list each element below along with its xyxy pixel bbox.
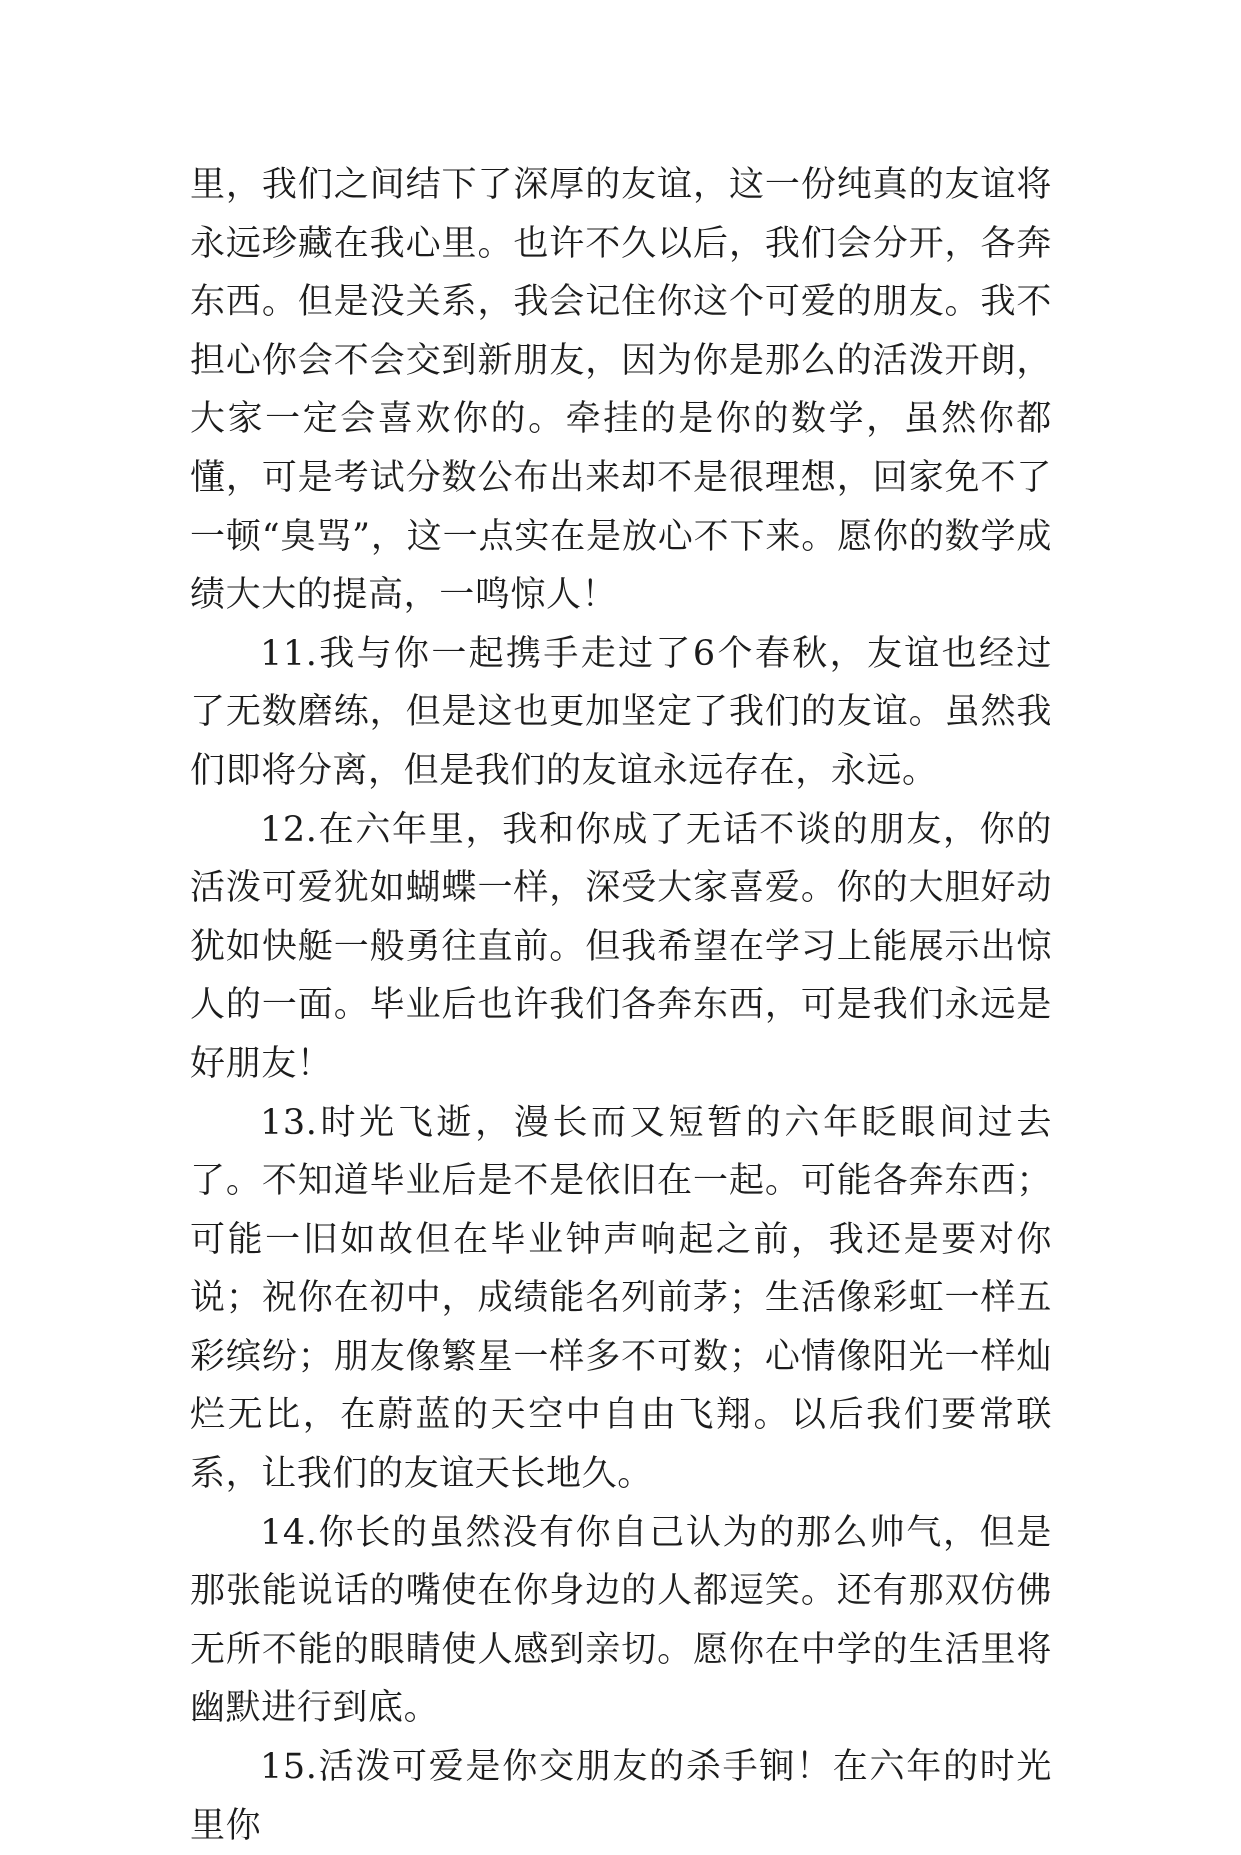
paragraph-item-14: 14.你长的虽然没有你自己认为的那么帅气，但是那张能说话的嘴使在你身边的人都逗笑。还有那双仿佛无所不能的眼睛使人感到亲切。愿你在中学的生活里将幽默进行到底。 [190,1512,1052,1729]
document-body [190,156,1052,1855]
paragraph-item-12: 12.在六年里，我和你成了无话不谈的朋友，你的活泼可爱犹如蝴蝶一样，深受大家喜爱。你的大胆好动犹如快艇一般勇往直前。但我希望在学习上能展示出惊人的一面。毕业后也许我们各奔东西，可是我们永远是好朋友！ [190,809,1052,1084]
paragraph-continuation: 里，我们之间结下了深厚的友谊，这一份纯真的友谊将永远珍藏在我心里。也许不久以后，我们会分开，各奔东西。但是没关系，我会记住你这个可爱的朋友。我不担心你会不会交到新朋友，因为你是那么的活泼开朗，大家一定会喜欢你的。牵挂的是你的数学，虽然你都懂，可是考试分数公布出来却不是很理想，回家免不了一顿“臭骂”，这一点实在是放心不下来。愿你的数学成绩大大的提高，一鸣惊人！ [190,165,1052,616]
paragraph-item-11: 11.我与你一起携手走过了6个春秋，友谊也经过了无数磨练，但是这也更加坚定了我们的友谊。虽然我们即将分离，但是我们的友谊永远存在，永远。 [190,633,1052,791]
paragraph-item-13: 13.时光飞逝，漫长而又短暂的六年眨眼间过去了。不知道毕业后是不是依旧在一起。可能各奔东西；可能一旧如故但在毕业钟声响起之前，我还是要对你说；祝你在初中，成绩能名列前茅；生活像彩虹一样五彩缤纷；朋友像繁星一样多不可数；心情像阳光一样灿烂无比，在蔚蓝的天空中自由飞翔。以后我们要常联系，让我们的友谊天长地久。 [190,1102,1052,1495]
paragraph-item-15: 15.活泼可爱是你交朋友的杀手锏！在六年的时光里你 [190,1747,1052,1846]
